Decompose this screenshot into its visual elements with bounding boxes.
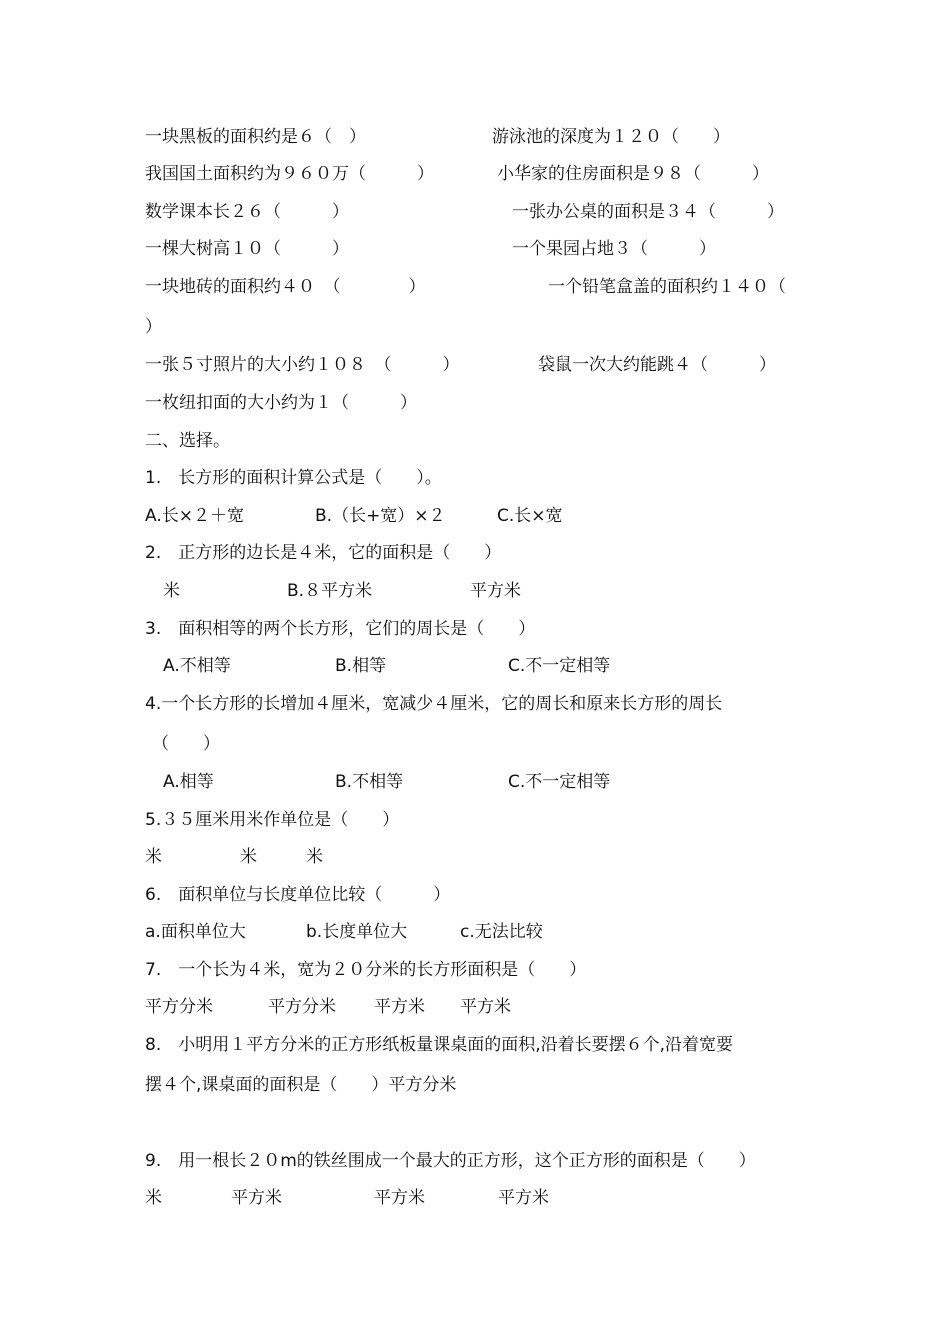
question-1-option-a: A.长×２＋宽 (145, 506, 244, 526)
question-7-option-d: 平方米 (460, 997, 511, 1017)
question-7-stem: 7. 一个长为４米，宽为２０分米的长方形面积是（ ） (145, 960, 587, 980)
fill-item-4-right: 一个果园占地３（ ） (512, 239, 716, 259)
question-3-option-c: C.不一定相等 (508, 656, 611, 676)
question-4-option-a: A.相等 (163, 772, 214, 792)
question-8-stem-continuation: 摆４个,课桌面的面积是（ ）平方分米 (145, 1075, 457, 1095)
fill-item-3-right: 一张办公桌的面积是３４（ ） (512, 202, 784, 222)
question-9-option-c: 平方米 (374, 1188, 425, 1208)
question-1-option-c: C.长×宽 (497, 506, 563, 526)
fill-item-6-left: 一张５寸照片的大小约１０８ （ ） (145, 355, 460, 375)
fill-item-5-left: 一块地砖的面积约４０ （ ） (145, 277, 426, 297)
question-3-option-a: A.不相等 (163, 656, 231, 676)
fill-item-4-left: 一棵大树高１０（ ） (145, 239, 349, 259)
question-7-option-c: 平方米 (374, 997, 425, 1017)
fill-item-7-left: 一枚纽扣面的大小约为１（ ） (145, 393, 417, 413)
fill-item-1-left: 一块黑板的面积约是６（ ） (145, 127, 366, 147)
question-9-stem: 9. 用一根长２０m的铁丝围成一个最大的正方形，这个正方形的面积是（ ） (145, 1151, 756, 1171)
question-5-option-c: 米 (306, 847, 323, 867)
question-6-stem: 6. 面积单位与长度单位比较（ ） (145, 885, 451, 905)
question-2-stem: 2. 正方形的边长是４米，它的面积是（ ） (145, 543, 502, 563)
question-7-option-b: 平方分米 (268, 997, 336, 1017)
question-9-option-a: 米 (145, 1188, 162, 1208)
question-1-stem: 1. 长方形的面积计算公式是（ ）。 (145, 468, 442, 488)
question-5-option-b: 米 (240, 847, 257, 867)
question-4-option-b: B.不相等 (335, 772, 404, 792)
question-6-option-c: c.无法比较 (460, 922, 543, 942)
fill-item-3-left: 数学课本长２６（ ） (145, 202, 349, 222)
question-4-option-c: C.不一定相等 (508, 772, 611, 792)
question-2-option-c: 平方米 (470, 581, 521, 601)
section-heading: 二、选择。 (145, 431, 230, 451)
question-8-stem: 8. 小明用１平方分米的正方形纸板量课桌面的面积,沿着长要摆６个,沿着宽要 (145, 1035, 734, 1055)
question-6-option-a: a.面积单位大 (145, 922, 246, 942)
question-9-option-d: 平方米 (498, 1188, 549, 1208)
fill-item-5-continuation: ） (145, 317, 162, 337)
fill-item-6-right: 袋鼠一次大约能跳４（ ） (538, 355, 776, 375)
fill-item-2-left: 我国国土面积约为９６０万（ ） (145, 164, 434, 184)
question-3-option-b: B.相等 (335, 656, 387, 676)
fill-item-2-right: 小华家的住房面积是９８（ ） (497, 164, 769, 184)
question-9-option-b: 平方米 (231, 1188, 282, 1208)
question-2-option-a: 米 (163, 581, 180, 601)
fill-item-5-right: 一个铅笔盒盖的面积约１４０（ (548, 277, 786, 297)
question-7-option-a: 平方分米 (145, 997, 213, 1017)
question-1-option-b: B.（长+宽）×２ (315, 506, 446, 526)
question-5-stem: 5.３５厘米用米作单位是（ ） (145, 810, 400, 830)
question-6-option-b: b.长度单位大 (306, 922, 408, 942)
question-5-option-a: 米 (145, 847, 162, 867)
question-4-stem: 4.一个长方形的长增加４厘米，宽减少４厘米，它的周长和原来长方形的周长 (145, 694, 723, 714)
question-4-stem-continuation: （ ） (152, 734, 220, 754)
question-3-stem: 3. 面积相等的两个长方形，它们的周长是（ ） (145, 619, 536, 639)
fill-item-1-right: 游泳池的深度为１２０（ ） (492, 127, 730, 147)
question-2-option-b: B.８平方米 (287, 581, 373, 601)
